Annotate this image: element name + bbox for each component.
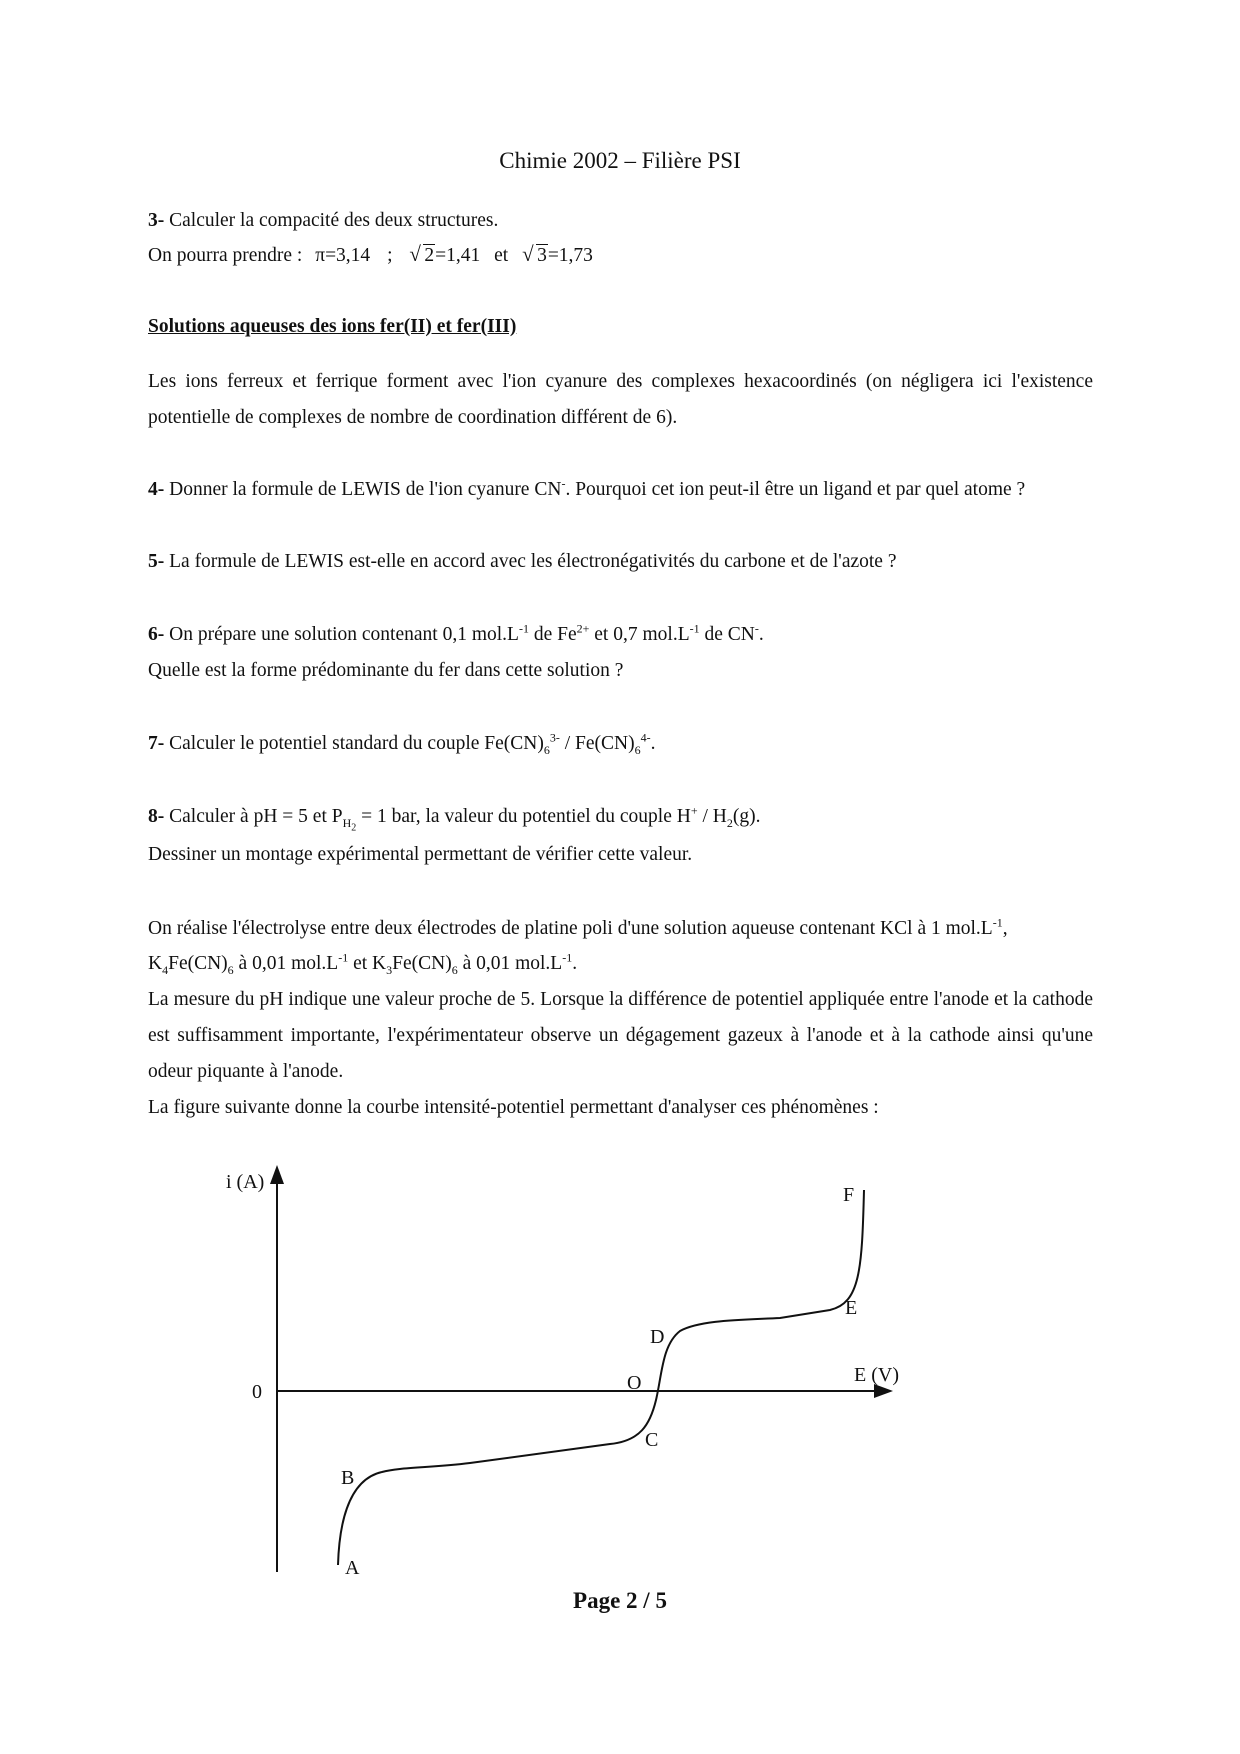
question-6-line2: Quelle est la forme prédominante du fer dans cette solution ?: [148, 660, 624, 681]
electrolysis-paragraph: On réalise l'électrolyse entre deux électrodes de platine poli d'une solution aqueuse contenant KCl à 1 $mol.L^{-1}$,: [148, 915, 1008, 939]
pi-value: =3,14: [325, 245, 371, 266]
question-text: La formule de LEWIS est-elle en accord avec les électronégativités du carbone et de l'azote ?: [169, 551, 897, 572]
intro-paragraph: Les ions ferreux et ferrique forment avec l'ion cyanure des complexes hexacoordinés (on négligera ici l'existence potentielle de complexes de nombre de coordination différent de 6).: [148, 371, 1093, 428]
question-number: 3-: [148, 210, 165, 231]
question-4: 4- Donner la formule de LEWIS de l'ion cyanure CN-. Pourquoi cet ion peut-il être un ligand et par quel atome ?: [148, 476, 1026, 500]
electrolysis-line2: $K_4Fe(CN)_6$ à 0,01 $mol.L^{-1}$ et $K_3Fe(CN)_6$ à 0,01 $mol.L^{-1}$.: [148, 950, 578, 977]
question-number: 8-: [148, 806, 165, 827]
point-label-O: O: [627, 1372, 642, 1394]
origin-zero-label: 0: [252, 1381, 262, 1403]
sqrt2-value: =1,41: [435, 245, 481, 266]
and-word: et: [494, 245, 509, 266]
question-8-line2: Dessiner un montage expérimental permettant de vérifier cette valeur.: [148, 844, 693, 865]
question-number: 4-: [148, 479, 165, 500]
x-axis-arrowhead: [874, 1384, 893, 1398]
question-text: Donner la formule de LEWIS de l'ion cyanure CN: [169, 479, 562, 500]
y-axis-arrowhead: [270, 1165, 284, 1184]
point-label-E: E: [845, 1297, 858, 1319]
pi-symbol: π: [315, 245, 326, 266]
question-6: 6- On prépare une solution contenant 0,1 $mol.L^{-1}$ de $Fe^{2+}$ et 0,7 $mol.L^{-1}$ de CN-.: [148, 621, 764, 645]
sqrt3-value: =1,73: [547, 245, 593, 266]
point-label-A: A: [345, 1557, 360, 1579]
point-label-C: C: [645, 1429, 659, 1451]
y-axis-label: i (A): [226, 1171, 265, 1193]
point-label-B: B: [341, 1467, 355, 1489]
page-header: Chimie 2002 – Filière PSI: [499, 148, 741, 173]
page-number: Page 2 / 5: [573, 1588, 667, 1613]
question-number: 5-: [148, 551, 165, 572]
point-label-D: D: [650, 1326, 665, 1348]
constants-intro: On pourra prendre :: [148, 245, 303, 266]
question-number: 7-: [148, 733, 165, 754]
section-title: Solutions aqueuses des ions fer(II) et fer(III): [148, 316, 517, 337]
intensity-potential-curve: [338, 1190, 864, 1565]
separator: ;: [387, 245, 393, 266]
sqrt-2: √ 2: [409, 238, 435, 274]
question-number: 6-: [148, 624, 165, 645]
question-7: 7- Calculer le potentiel standard du couple $Fe(CN)_6^{3-} / Fe(CN)_6^{4-}$.: [148, 730, 656, 757]
question-8: 8- Calculer à pH = 5 et $P_{H_2} = 1$ bar, la valeur du potentiel du couple $H^+ / H_2(g)$.: [148, 803, 761, 834]
figure-intro: La figure suivante donne la courbe intensité-potentiel permettant d'analyser ces phénomènes :: [148, 1097, 879, 1118]
x-axis-label: E (V): [854, 1364, 899, 1386]
point-label-F: F: [843, 1184, 855, 1206]
sqrt-3: √ 3: [522, 238, 548, 274]
question-text: Calculer la compacité des deux structures.: [169, 210, 499, 231]
electrolysis-observations: La mesure du pH indique une valeur proche de 5. Lorsque la différence de potentiel appliquée entre l'anode et la cathode est suffisamment importante, l'expérimentateur observe un dégagement gazeux à l'anode et à la cathode ainsi qu'une odeur piquante à l'anode.: [148, 989, 1093, 1082]
